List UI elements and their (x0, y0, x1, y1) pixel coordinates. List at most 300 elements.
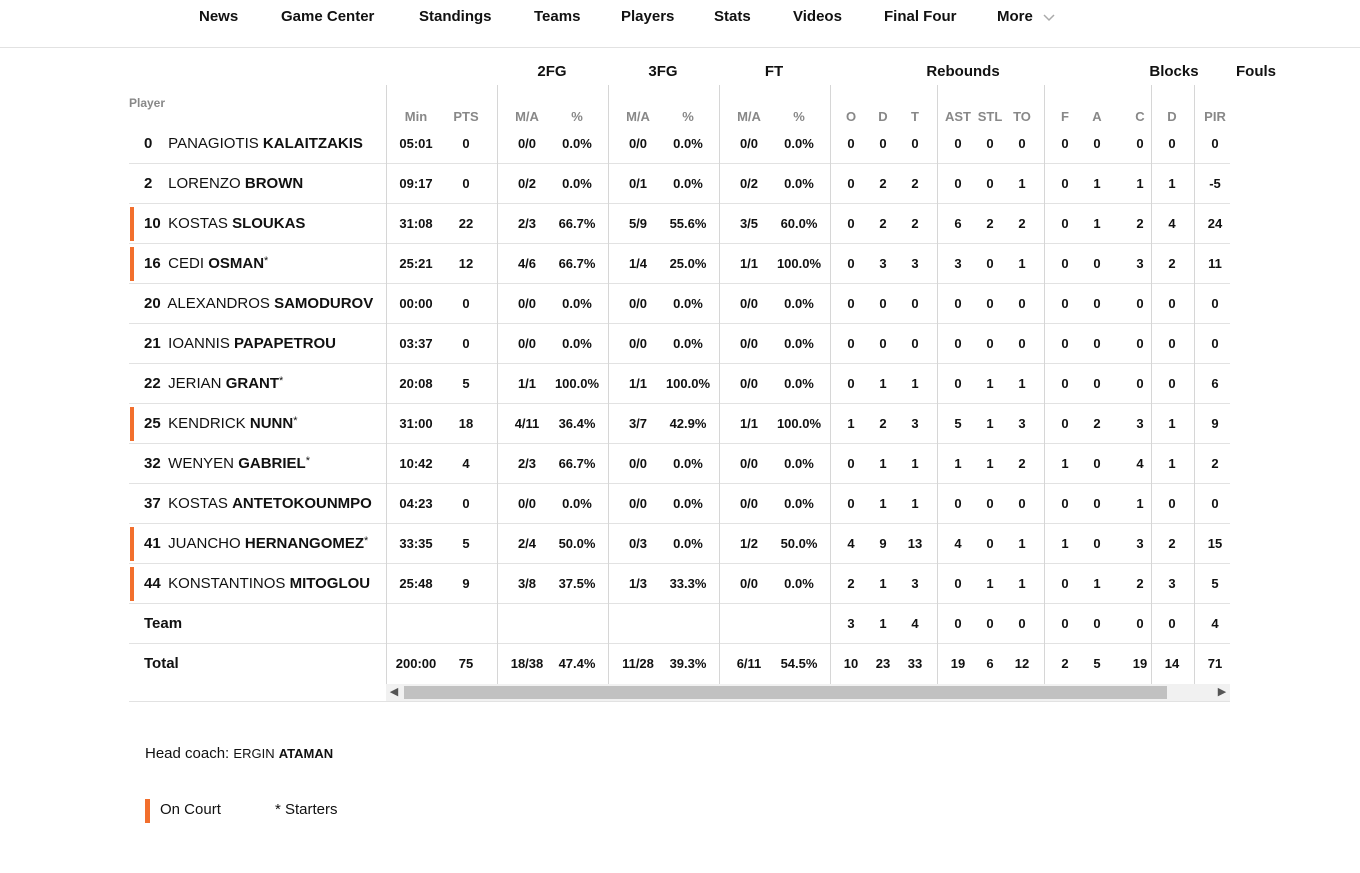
stat-subheader[interactable]: D (878, 109, 888, 124)
stat-cell: 1/1 (739, 256, 759, 271)
stat-subheader[interactable]: Min (404, 109, 428, 124)
stat-cell: 0 (1093, 456, 1101, 471)
player-last-name: MITOGLOU (289, 575, 371, 592)
nav-videos[interactable]: Videos (793, 8, 842, 25)
stat-cell: 4 (1168, 216, 1176, 231)
total-row (129, 644, 386, 684)
stat-cell: 0 (1211, 336, 1219, 351)
stat-cell: 2 (879, 216, 887, 231)
stat-cell: 0 (954, 576, 962, 591)
stat-cell: 0 (1093, 296, 1101, 311)
player-first-name: IOANNIS (168, 335, 230, 352)
stat-cell: 0 (1211, 296, 1219, 311)
stat-cell: 100.0% (776, 416, 822, 431)
stat-cell: 0.0% (784, 496, 814, 511)
stat-cell: 1 (879, 456, 887, 471)
stat-cell: 12 (1014, 656, 1030, 671)
stat-cell: 0 (462, 136, 470, 151)
stat-cell: 3 (911, 416, 919, 431)
stat-cell: 0 (1168, 496, 1176, 511)
stat-cell: 12 (458, 256, 474, 271)
head-coach-last-name[interactable]: ATAMAN (278, 746, 334, 761)
stat-cell: 50.0% (558, 536, 596, 551)
stat-cell: 1 (1018, 376, 1026, 391)
column-separator (1151, 85, 1152, 684)
stat-cell: 2 (911, 176, 919, 191)
stat-cell: 0.0% (673, 296, 703, 311)
stat-cell: 1/1 (628, 376, 648, 391)
player-stat-row (386, 404, 1230, 444)
player-name-link[interactable] (144, 335, 336, 352)
stat-cell: 10:42 (399, 456, 433, 471)
stat-cell: 3 (879, 256, 887, 271)
stat-cell: 1/1 (517, 376, 537, 391)
stat-cell: 0 (1061, 416, 1069, 431)
player-name-link[interactable] (144, 215, 305, 232)
stat-cell: 9 (1211, 416, 1219, 431)
stat-cell: 3 (1018, 416, 1026, 431)
stat-cell: 1 (986, 456, 994, 471)
stat-cell: 0.0% (673, 176, 703, 191)
stat-cell: 0/0 (739, 456, 759, 471)
nav-teams[interactable]: Teams (534, 8, 581, 25)
stat-cell: 0 (462, 176, 470, 191)
player-stat-row (386, 164, 1230, 204)
player-last-name: BROWN (244, 175, 304, 192)
stat-cell: 0 (1168, 136, 1176, 151)
stat-cell: 4 (911, 616, 919, 631)
stat-cell: 66.7% (558, 456, 596, 471)
stat-subheader[interactable]: D (1167, 109, 1177, 124)
stat-cell: 3 (1136, 416, 1144, 431)
stat-cell: 0 (1168, 336, 1176, 351)
stat-cell: 2 (1061, 656, 1069, 671)
stat-cell: 0.0% (784, 176, 814, 191)
stat-subheader[interactable]: % (682, 109, 694, 124)
stat-cell: 0 (954, 176, 962, 191)
stat-cell: 1 (1136, 176, 1144, 191)
stat-cell: 42.9% (669, 416, 707, 431)
stat-cell: 0 (847, 216, 855, 231)
nav-players[interactable]: Players (621, 8, 675, 25)
head-coach-first-name: ERGIN (233, 746, 275, 761)
stat-cell: 1 (911, 376, 919, 391)
stat-cell: 3/5 (739, 216, 759, 231)
player-row (129, 244, 386, 284)
stat-cell: 0 (986, 616, 994, 631)
player-row (129, 284, 386, 324)
stat-cell: 1/1 (739, 416, 759, 431)
on-court-indicator (130, 527, 134, 561)
stat-cell: 0 (1018, 336, 1026, 351)
player-name-link[interactable] (144, 295, 373, 312)
stat-subheader[interactable]: % (793, 109, 805, 124)
stat-cell: 0.0% (562, 136, 592, 151)
stat-cell: 5/9 (628, 216, 648, 231)
stat-cell: 04:23 (399, 496, 433, 511)
stat-cell: 0 (1061, 576, 1069, 591)
stats-scroll-area[interactable] (386, 50, 1276, 702)
stat-cell: 0 (1061, 376, 1069, 391)
stat-cell: 0 (462, 336, 470, 351)
stat-cell: 0 (1168, 616, 1176, 631)
stat-cell: 0 (847, 336, 855, 351)
group-header-rebounds: Rebounds (926, 63, 1000, 80)
stat-cell: 0/0 (739, 336, 759, 351)
stat-cell: 11 (1208, 256, 1222, 271)
stat-cell: 0 (1136, 376, 1144, 391)
nav-more[interactable] (997, 8, 1055, 26)
scroll-left-arrow-icon[interactable]: ◀ (389, 686, 399, 698)
stat-cell: 0 (1168, 296, 1176, 311)
player-row (129, 124, 386, 164)
stat-cell: 0 (1093, 136, 1101, 151)
stat-cell: 33 (907, 656, 923, 671)
stat-cell: 0 (986, 296, 994, 311)
stat-cell: 4 (954, 536, 962, 551)
stat-cell: 1 (1018, 536, 1026, 551)
nav-stats[interactable]: Stats (714, 8, 751, 25)
stat-cell: 39.3% (669, 656, 707, 671)
stat-cell: 100.0% (776, 256, 822, 271)
player-stat-row (386, 444, 1230, 484)
stat-subheader[interactable]: C (1135, 109, 1145, 124)
stat-cell: 2 (911, 216, 919, 231)
stat-subheader[interactable]: STL (977, 109, 1003, 124)
group-header-ft: FT (764, 63, 784, 80)
stat-cell: 1 (1018, 176, 1026, 191)
scrollbar-thumb[interactable] (404, 686, 1167, 699)
stat-cell: 0/0 (739, 296, 759, 311)
player-number: 0 (144, 135, 153, 152)
player-number: 44 (144, 575, 161, 592)
stat-cell: 0.0% (784, 376, 814, 391)
stat-cell: 2 (879, 176, 887, 191)
total-stat-row (386, 644, 1230, 684)
player-name-link[interactable] (144, 135, 363, 152)
stat-subheader[interactable]: TO (1013, 109, 1031, 124)
stat-cell: 66.7% (558, 256, 596, 271)
player-name-link[interactable] (144, 175, 303, 192)
stat-cell: 0/0 (517, 496, 537, 511)
player-first-name: KENDRICK (168, 415, 246, 432)
player-column-header: Player (129, 96, 166, 110)
player-name-link[interactable] (144, 575, 370, 592)
stat-cell: 31:08 (399, 216, 433, 231)
stat-cell: 1 (986, 416, 994, 431)
stat-cell: 0 (462, 496, 470, 511)
stat-cell: 50.0% (780, 536, 818, 551)
stat-cell: 5 (462, 536, 470, 551)
player-number: 16 (144, 255, 161, 272)
stat-cell: 33.3% (669, 576, 707, 591)
stat-cell: 0/0 (517, 336, 537, 351)
stat-cell: 0 (954, 296, 962, 311)
stat-cell: 2 (1018, 216, 1026, 231)
stat-cell: 15 (1207, 536, 1223, 551)
stat-cell: 0 (1061, 336, 1069, 351)
stat-cell: 14 (1164, 656, 1180, 671)
stat-cell: 19 (1132, 656, 1148, 671)
group-header-fouls: Fouls (1236, 63, 1276, 80)
stat-cell: 0 (911, 296, 919, 311)
column-separator (830, 85, 831, 684)
stat-cell: 0.0% (673, 536, 703, 551)
player-last-name: NUNN (249, 415, 294, 432)
nav-game-center[interactable]: Game Center (281, 8, 375, 25)
stat-cell: 2 (1136, 216, 1144, 231)
player-first-name: CEDI (168, 255, 205, 272)
nav-news[interactable]: News (199, 8, 239, 25)
stat-cell: 1 (1061, 456, 1069, 471)
player-number: 22 (144, 375, 161, 392)
total-label: Total (144, 655, 179, 672)
stat-subheader[interactable]: T (911, 109, 919, 124)
column-separator (497, 85, 498, 684)
player-number: 10 (144, 215, 161, 232)
stat-cell: 11/28 (622, 656, 654, 671)
stat-cell: 0.0% (562, 296, 592, 311)
stat-cell: 0 (911, 136, 919, 151)
head-coach-label: Head coach: (145, 745, 230, 762)
on-court-indicator (130, 567, 134, 601)
player-last-name: GABRIEL (238, 455, 306, 472)
stat-cell: 0 (1136, 616, 1144, 631)
stat-subheader[interactable]: A (1092, 109, 1102, 124)
stat-cell: 1 (879, 576, 887, 591)
team-label: Team (144, 615, 183, 632)
stat-subheader[interactable]: M/A (626, 109, 650, 124)
stat-cell: 100.0% (554, 376, 600, 391)
stat-subheader[interactable]: % (571, 109, 583, 124)
stat-cell: 0 (1093, 536, 1101, 551)
stat-cell: 0/0 (739, 496, 759, 511)
stat-cell: 37.5% (558, 576, 596, 591)
player-first-name: WENYEN (168, 455, 235, 472)
stat-cell: 0/0 (739, 136, 759, 151)
stat-cell: 66.7% (558, 216, 596, 231)
stat-cell: 0 (847, 376, 855, 391)
player-number: 41 (144, 535, 161, 552)
stat-cell: 1 (879, 496, 887, 511)
stat-cell: 2/3 (517, 216, 537, 231)
stat-cell: 3 (847, 616, 855, 631)
stat-cell: 0 (879, 336, 887, 351)
stat-cell: 2 (847, 576, 855, 591)
stat-cell: 1 (1136, 496, 1144, 511)
on-court-indicator (130, 247, 134, 281)
stat-subheader[interactable]: O (845, 109, 857, 124)
stat-cell: 1/2 (739, 536, 759, 551)
stat-cell: 1/3 (628, 576, 648, 591)
player-stat-row (386, 484, 1230, 524)
column-separator (1194, 85, 1195, 684)
stat-cell: 20:08 (399, 376, 433, 391)
stat-cell: 0 (1018, 496, 1026, 511)
stat-cell: 0 (1136, 136, 1144, 151)
nav-standings[interactable]: Standings (419, 8, 492, 25)
stat-cell: 0 (1018, 136, 1026, 151)
stat-cell: 0 (1018, 616, 1026, 631)
stat-cell: 1 (1168, 456, 1176, 471)
player-name-link[interactable] (144, 415, 297, 432)
stat-cell: 100.0% (665, 376, 711, 391)
player-number: 32 (144, 455, 161, 472)
stat-cell: 4/6 (517, 256, 537, 271)
player-stat-row (386, 564, 1230, 604)
stat-subheader[interactable]: AST (945, 109, 971, 124)
column-separator (937, 85, 938, 684)
player-number: 37 (144, 495, 161, 512)
starter-marker: * (364, 535, 369, 547)
starter-marker: * (264, 255, 269, 267)
player-row (129, 324, 386, 364)
player-number: 21 (144, 335, 161, 352)
stat-cell: 36.4% (558, 416, 596, 431)
stat-cell: 23 (875, 656, 891, 671)
stat-cell: 4 (1136, 456, 1144, 471)
player-stat-row (386, 124, 1230, 164)
stat-cell: 0 (1061, 256, 1069, 271)
stat-cell: 0 (1211, 496, 1219, 511)
column-separator (1044, 85, 1045, 684)
stat-cell: 54.5% (780, 656, 818, 671)
stat-cell: 1 (1018, 256, 1026, 271)
stat-cell: 1 (1093, 576, 1101, 591)
nav-final-four[interactable]: Final Four (884, 8, 957, 25)
player-last-name: GRANT (225, 375, 280, 392)
stat-cell: 25.0% (669, 256, 707, 271)
stat-cell: 0.0% (562, 336, 592, 351)
stat-cell: 2 (1168, 536, 1176, 551)
stat-cell: 0 (1136, 296, 1144, 311)
stat-subheader[interactable]: F (1061, 109, 1069, 124)
player-name-link[interactable] (144, 255, 268, 272)
player-name-link[interactable] (144, 375, 283, 392)
stat-cell: 0 (1061, 496, 1069, 511)
stat-cell: 0 (1061, 136, 1069, 151)
starter-marker: * (279, 375, 284, 387)
stat-cell: 0.0% (784, 336, 814, 351)
stat-cell: 75 (458, 656, 474, 671)
stat-cell: 1 (879, 376, 887, 391)
stat-cell: 4 (847, 536, 855, 551)
stat-cell: 0 (462, 296, 470, 311)
stat-cell: 33:35 (399, 536, 433, 551)
stat-cell: 0/0 (628, 136, 648, 151)
stat-cell: 00:00 (399, 296, 433, 311)
stat-cell: 0 (847, 496, 855, 511)
stat-subheader[interactable]: PIR (1204, 109, 1226, 124)
column-separator (719, 85, 720, 684)
stat-subheader[interactable]: PTS (453, 109, 479, 124)
stat-cell: 0 (986, 496, 994, 511)
stat-cell: 0/0 (517, 136, 537, 151)
stat-subheader[interactable]: M/A (737, 109, 761, 124)
stat-cell: 0/2 (739, 176, 759, 191)
stat-cell: 1 (1061, 536, 1069, 551)
stat-cell: 1 (1018, 576, 1026, 591)
stat-cell: 0/3 (628, 536, 648, 551)
player-last-name: PAPAPETROU (234, 335, 336, 352)
stat-cell: 24 (1207, 216, 1223, 231)
stat-cell: 0 (847, 296, 855, 311)
nav-more-label: More (997, 8, 1033, 25)
stat-cell: 5 (462, 376, 470, 391)
stat-cell: 25:21 (399, 256, 433, 271)
stat-cell: 0/0 (628, 456, 648, 471)
stat-cell: 0.0% (562, 496, 592, 511)
stat-cell: 1 (986, 576, 994, 591)
starters-legend-label: * Starters (275, 801, 338, 818)
stat-cell: 09:17 (399, 176, 433, 191)
stat-cell: 71 (1207, 656, 1223, 671)
stat-cell: 18 (458, 416, 474, 431)
player-name-link[interactable] (144, 455, 310, 472)
group-header-2fg: 2FG (537, 63, 567, 80)
stat-cell: 5 (1211, 576, 1219, 591)
stat-cell: 0 (1061, 176, 1069, 191)
scroll-right-arrow-icon[interactable]: ▶ (1217, 686, 1227, 698)
player-first-name: PANAGIOTIS (168, 135, 259, 152)
stat-cell: 0 (986, 336, 994, 351)
player-name-link[interactable] (144, 495, 372, 512)
stat-cell: 0 (1136, 336, 1144, 351)
stat-cell: 0 (1061, 216, 1069, 231)
stat-cell: 3/8 (517, 576, 537, 591)
horizontal-scrollbar[interactable] (386, 684, 1230, 701)
stat-cell: 3 (911, 576, 919, 591)
player-last-name: OSMAN (208, 255, 265, 272)
player-last-name: KALAITZAKIS (262, 135, 363, 152)
stat-cell: 22 (458, 216, 474, 231)
stat-cell: 2 (986, 216, 994, 231)
player-last-name: SAMODUROV (274, 295, 374, 312)
player-stat-row (386, 204, 1230, 244)
player-last-name: SLOUKAS (232, 215, 306, 232)
stat-cell: 0 (986, 536, 994, 551)
column-separator (608, 85, 609, 684)
player-name-link[interactable] (144, 535, 368, 552)
stat-cell: 0/1 (628, 176, 648, 191)
stat-cell: 1 (1168, 416, 1176, 431)
head-coach (145, 745, 333, 762)
on-court-legend-label: On Court (160, 801, 221, 818)
stat-cell: 3 (911, 256, 919, 271)
stat-cell: 0.0% (673, 456, 703, 471)
stat-cell: 0.0% (673, 496, 703, 511)
starter-marker: * (305, 455, 310, 467)
stat-cell: 2 (879, 416, 887, 431)
player-stat-row (386, 524, 1230, 564)
stat-cell: 18/38 (510, 656, 544, 671)
stat-subheader[interactable]: M/A (515, 109, 539, 124)
stat-cell: 0 (1093, 256, 1101, 271)
stat-cell: 0.0% (784, 576, 814, 591)
stat-cell: 0 (847, 176, 855, 191)
stat-cell: 2 (1211, 456, 1219, 471)
stat-cell: 4/11 (514, 416, 540, 431)
player-last-name: HERNANGOMEZ (244, 535, 365, 552)
stat-cell: 0 (1093, 496, 1101, 511)
stat-cell: 0 (1061, 616, 1069, 631)
stat-cell: 0/0 (628, 296, 648, 311)
column-separator (386, 85, 387, 684)
stat-cell: 03:37 (399, 336, 433, 351)
stat-cell: 10 (843, 656, 859, 671)
stat-cell: 1/4 (628, 256, 648, 271)
stat-cell: 0 (879, 296, 887, 311)
